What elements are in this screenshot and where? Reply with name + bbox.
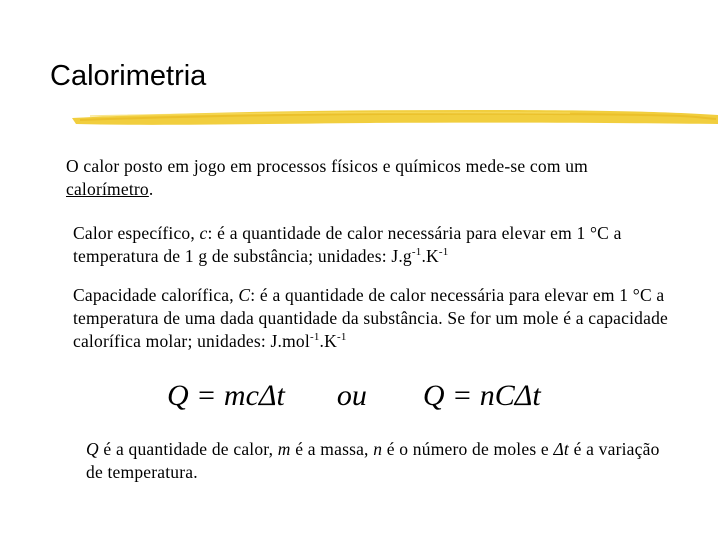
- formula-left: Q = mcΔt: [167, 379, 285, 412]
- p4-t4: é a variação de temperatura.: [86, 439, 660, 482]
- p1-text: O calor posto em jogo em processos físicos e químicos mede-se com um: [66, 156, 588, 176]
- slide-title: Calorimetria: [50, 60, 207, 92]
- p3-exp2: -1: [336, 331, 347, 343]
- p2-unit2: .K: [421, 246, 439, 266]
- p2-symbol: c: [199, 223, 208, 243]
- formula-connector: ou: [336, 379, 367, 412]
- calorimeter-paragraph: [66, 155, 706, 201]
- p1-end: .: [148, 179, 154, 199]
- p3-symbol: C: [238, 285, 251, 305]
- p3-exp1: -1: [309, 331, 320, 343]
- heat-capacity-paragraph: [73, 284, 673, 353]
- p3-lead: Capacidade calorífica,: [73, 285, 239, 305]
- sym-m: m: [277, 439, 291, 459]
- sym-q: Q: [86, 439, 99, 459]
- variables-paragraph: [86, 438, 666, 484]
- formula-right: Q = nCΔt: [422, 379, 541, 412]
- p2-exp2: -1: [438, 246, 449, 258]
- heat-equation: [167, 376, 587, 416]
- specific-heat-paragraph: [73, 222, 673, 268]
- p2-exp1: -1: [411, 246, 422, 258]
- calorimeter-word: calorímetro: [66, 179, 149, 199]
- sym-delta-t: Δt: [553, 439, 569, 459]
- p4-t1: é a quantidade de calor,: [98, 439, 278, 459]
- p2-lead: Calor específico,: [73, 223, 200, 243]
- p2-middle: : é a quantidade de calor necessária para elevar em 1 °C a temperatura de 1 g de substância; unidades: J.g: [73, 223, 622, 266]
- sym-n: n: [373, 439, 383, 459]
- p3-unit2: .K: [319, 331, 337, 351]
- p4-t3: é o número de moles e: [382, 439, 554, 459]
- title-underline-brushstroke: [70, 104, 720, 130]
- p4-t2: é a massa,: [290, 439, 374, 459]
- p3-middle: : é a quantidade de calor necessária para elevar em 1 °C a temperatura de uma dada quantidade da substância. Se for um mole é a capacidade calorífica molar; unidades: J.mol: [73, 285, 668, 351]
